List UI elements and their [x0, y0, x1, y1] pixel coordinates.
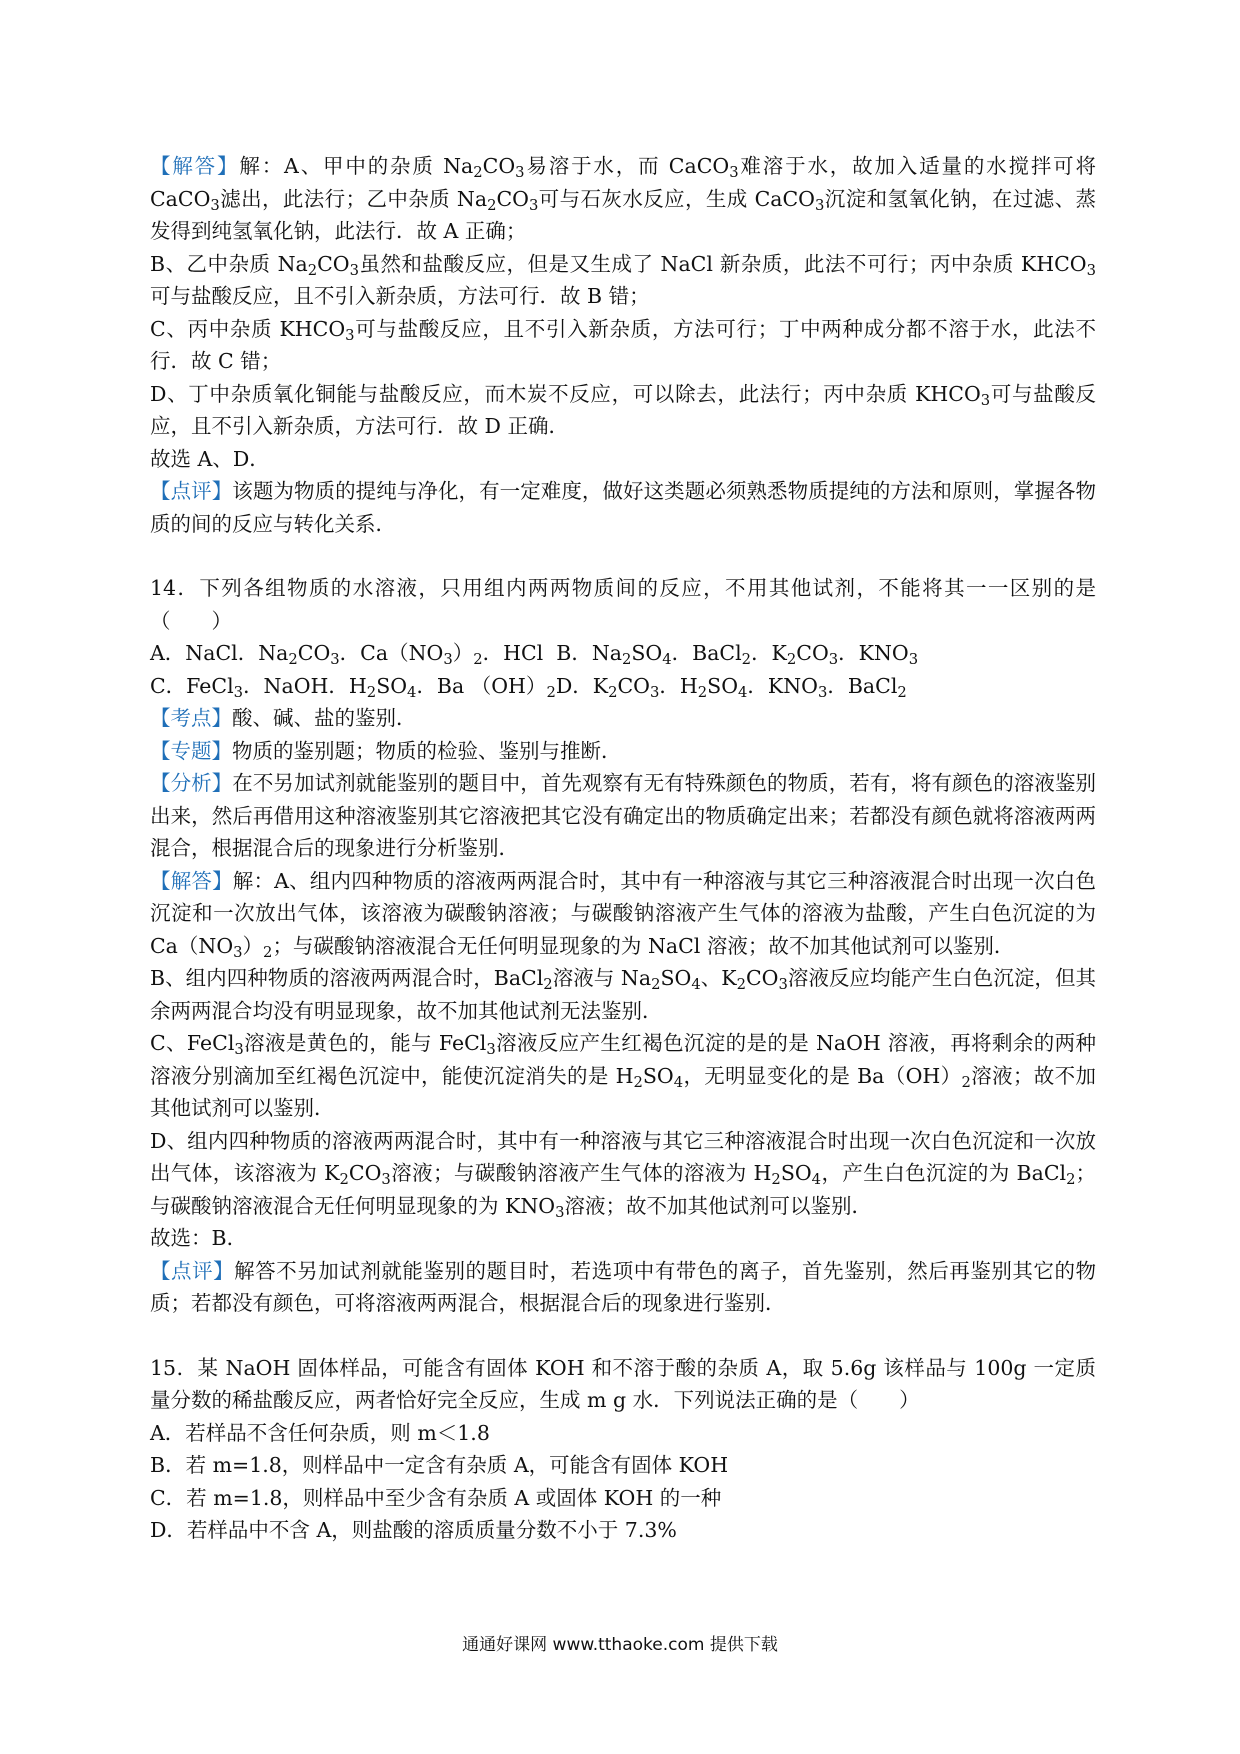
sub: 3 — [908, 651, 919, 669]
text: SO — [631, 641, 663, 665]
q14-choice: 故选：B． — [150, 1226, 248, 1250]
text: C、FeCl — [150, 1031, 235, 1055]
analysis-tag: 【分析】 — [150, 771, 233, 795]
sub: 2 — [1066, 1171, 1076, 1189]
text: 可与盐酸反应，且不引入新杂质，方法可行；丁中两种成分都不溶于水，此法不行．故 C 错； — [150, 316, 1096, 373]
comment-tag: 【点评】 — [150, 1258, 235, 1283]
text: C、丙中杂质 KHCO — [150, 316, 346, 341]
sub: 2 — [608, 683, 618, 701]
text: 可与盐酸反应，且不引入新杂质，方法可行．故 D 正确． — [150, 381, 1097, 438]
text: 溶液；故不加其他试剂可以鉴别． — [564, 1193, 872, 1218]
text: CO — [746, 966, 779, 990]
q15-option-a: A．若样品不含任何杂质，则 m＜1.8 — [150, 1420, 490, 1445]
sub: 3 — [443, 651, 453, 669]
q14-answer-a — [150, 865, 1096, 963]
text: CO — [617, 673, 650, 698]
q14-point — [150, 702, 1096, 735]
text: D．K — [555, 673, 609, 698]
sub: 2 — [487, 196, 497, 214]
text: 溶液反应产生红褐色沉淀的是的是 NaOH 溶液，再将剩余的两种溶液分别滴加至红褐色沉淀中，能使沉淀消失的是 H — [150, 1031, 1096, 1088]
q14-options-ab — [150, 637, 1096, 670]
sub: 3 — [815, 196, 825, 214]
topic-tag: 【专题】 — [150, 738, 232, 763]
sub: 3 — [729, 164, 739, 182]
text: ．KNO — [838, 641, 909, 665]
text: D、丁中杂质氧化铜能与盐酸反应，而木炭不反应，可以除去，此法行；丙中杂质 KHCO — [150, 381, 981, 406]
text: ．HCl — [482, 641, 544, 665]
sub: 2 — [263, 943, 273, 961]
sub: 3 — [778, 976, 788, 994]
text: 解：A、甲中的杂质 Na — [239, 154, 474, 178]
text: 溶液；与碳酸钠溶液产生气体的溶液为 H — [390, 1161, 772, 1185]
sub: 2 — [651, 976, 661, 994]
sub: 2 — [786, 651, 797, 669]
text: SO — [642, 1063, 674, 1088]
sub: 3 — [233, 943, 243, 961]
sub: 4 — [738, 683, 748, 701]
document-page — [150, 150, 1096, 1547]
sub: 2 — [366, 683, 377, 701]
text: CO — [297, 641, 331, 665]
q14-analysis — [150, 767, 1096, 865]
text: SO — [660, 966, 692, 990]
q13-answer-d — [150, 378, 1096, 443]
sub: 2 — [473, 164, 483, 182]
text: 溶液；故不加其他试剂可以鉴别． — [150, 1063, 1096, 1120]
sub: 2 — [736, 976, 746, 994]
text: ．Ca（NO — [339, 641, 444, 665]
text: 解答不另加试剂就能鉴别的题目时，若选项中有带色的离子，首先鉴别，然后再鉴别其它的物质；若都没有颜色，可将溶液两两混合，根据混合后的现象进行鉴别． — [150, 1258, 1097, 1315]
text: CO — [482, 154, 516, 178]
text: ；与碳酸钠溶液混合无任何明显现象的为 KNO — [150, 1161, 1096, 1218]
text: B、组内四种物质的溶液两两混合时，BaCl — [150, 966, 544, 990]
sub: 3 — [381, 1171, 391, 1189]
text: ．BaCl — [671, 641, 742, 665]
text: SO — [780, 1161, 812, 1185]
q13-comment — [150, 475, 1096, 540]
sub: 2 — [633, 1073, 643, 1091]
q14-comment — [150, 1255, 1096, 1320]
text: ．BaCl — [827, 673, 898, 698]
sub: 2 — [622, 651, 632, 669]
text: ，产生白色沉淀的为 BaCl — [821, 1161, 1067, 1185]
q15-stem: 15．某 NaOH 固体样品，可能含有固体 KOH 和不溶于酸的杂质 A，取 5.6g 该样品与 100g 一定质量分数的稀盐酸反应，两者恰好完全反应，生成 m g 水．下列说法正确的是（ ） — [150, 1355, 1096, 1412]
sub: 3 — [234, 1041, 244, 1059]
text: 解：A、组内四种物质的溶液两两混合时，其中有一种溶液与其它三种溶液混合时出现一次白色沉淀和一次放出气体，该溶液为碳酸钠溶液；与碳酸钠溶液产生气体的溶液为盐酸，产生白色沉淀的为 Ca（NO — [150, 868, 1096, 958]
text: 易溶于水，而 CaCO — [524, 154, 730, 178]
text: 虽然和盐酸反应，但是又生成了 NaCl 新杂质，此法不可行；丙中杂质 KHCO — [359, 251, 1087, 276]
q13-answer-b — [150, 248, 1096, 313]
sub: 3 — [1086, 261, 1096, 279]
sub: 2 — [771, 1171, 781, 1189]
text: CO — [348, 1161, 382, 1185]
page-footer: 通通好课网 www.tthaoke.com 提供下载 — [462, 1635, 778, 1655]
sub: 3 — [528, 196, 539, 214]
sub: 2 — [961, 1073, 971, 1091]
sub: 2 — [288, 651, 298, 669]
text: 溶液是黄色的，能与 FeCl — [243, 1031, 487, 1055]
q14-stem: 14．下列各组物质的水溶液，只用组内两两物质间的反应，不用其他试剂，不能将其一一区别的是（ ） — [150, 576, 1096, 633]
comment-tag: 【点评】 — [150, 479, 233, 503]
q13-answer-a — [150, 150, 1096, 248]
sub: 4 — [691, 976, 701, 994]
text: CO — [317, 251, 350, 276]
text: B．Na — [556, 641, 622, 665]
text: SO — [707, 673, 739, 698]
text: 该题为物质的提纯与净化，有一定难度，做好这类题必须熟悉物质提纯的方法和原则，掌握各物质的间的反应与转化关系． — [150, 479, 1097, 536]
q14-answer-c — [150, 1027, 1096, 1125]
sub: 3 — [486, 1041, 496, 1059]
text: SO — [376, 673, 408, 698]
sub: 3 — [649, 683, 660, 701]
sub: 3 — [828, 651, 839, 669]
sub: 4 — [811, 1171, 822, 1189]
sub: 3 — [345, 326, 355, 344]
text: ．K — [751, 641, 787, 665]
q14-options-cd — [150, 670, 1096, 703]
sub: 3 — [210, 196, 220, 214]
sub: 3 — [233, 683, 244, 701]
sub: 2 — [741, 651, 752, 669]
text: 可与盐酸反应，且不引入新杂质，方法可行．故 B 错； — [150, 284, 650, 308]
q13-answer-c — [150, 313, 1096, 378]
text: ） — [242, 933, 264, 958]
text: ，无明显变化的是 Ba（OH） — [683, 1063, 962, 1088]
text: 滤出，此法行；乙中杂质 Na — [219, 186, 488, 211]
spacer — [150, 540, 1096, 572]
sub: 3 — [515, 164, 525, 182]
q15-option-c: C．若 m=1.8，则样品中至少含有杂质 A 或固体 KOH 的一种 — [150, 1485, 722, 1510]
sub: 2 — [697, 683, 708, 701]
text: D、组内四种物质的溶液两两混合时，其中有一种溶液与其它三种溶液混合时出现一次白色沉淀和一次放出气体，该溶液为 K — [150, 1128, 1096, 1185]
text: 在不另加试剂就能鉴别的题目中，首先观察有无有特殊颜色的物质，若有，将有颜色的溶液鉴别出来，然后再借用这种溶液鉴别其它溶液把其它没有确定出的物质确定出来；若都没有颜色就将溶液两两混合，根据混合后的现象进行分析鉴别． — [150, 771, 1097, 860]
sub: 4 — [662, 651, 672, 669]
text: CO — [796, 641, 829, 665]
q14-answer-b — [150, 962, 1096, 1027]
sub: 4 — [673, 1073, 684, 1091]
sub: 2 — [546, 683, 556, 701]
q14-topic — [150, 735, 1096, 768]
sub: 3 — [817, 683, 828, 701]
text: 酸、碱、盐的鉴别． — [232, 706, 417, 730]
q15-option-d: D．若样品中不含 A，则盐酸的溶质质量分数不小于 7.3% — [150, 1518, 677, 1542]
sub: 2 — [339, 1171, 349, 1189]
sub: 4 — [407, 683, 417, 701]
text: ；与碳酸钠溶液混合无任何明显现象的为 NaCl 溶液；故不加其他试剂可以鉴别． — [272, 933, 1015, 958]
text: ．NaOH．H — [243, 673, 367, 698]
sub: 2 — [543, 976, 553, 994]
sub: 2 — [473, 651, 483, 669]
q15-option-b: B．若 m=1.8，则样品中一定含有杂质 A，可能含有固体 KOH — [150, 1453, 729, 1477]
text: ．Ba （OH） — [416, 673, 547, 698]
spacer — [150, 1320, 1096, 1352]
text: 可与石灰水反应，生成 CaCO — [538, 186, 815, 211]
text: 难溶于水，故加入适量的水搅拌可将 CaCO — [150, 154, 1097, 211]
text: CO — [496, 186, 529, 211]
text: 、K — [700, 966, 737, 990]
text: ） — [452, 641, 474, 665]
text: ．H — [659, 673, 698, 698]
text: 沉淀和氢氧化钠，在过滤、蒸发得到纯氢氧化钠，此法行．故 A 正确； — [150, 186, 1096, 243]
q14-answer-d — [150, 1125, 1096, 1223]
text: 物质的鉴别题；物质的检验、鉴别与推断． — [232, 738, 622, 763]
point-tag: 【考点】 — [150, 706, 232, 730]
text: C．FeCl — [150, 673, 234, 698]
sub: 3 — [980, 391, 991, 409]
sub: 3 — [555, 1203, 565, 1221]
text: ．KNO — [747, 673, 818, 698]
text: 溶液反应均能产生白色沉淀，但其余两两混合均没有明显现象，故不加其他试剂无法鉴别． — [150, 966, 1096, 1023]
text: B、乙中杂质 Na — [150, 251, 308, 276]
sub: 3 — [330, 651, 340, 669]
text: A．NaCl．Na — [150, 641, 289, 665]
sub: 2 — [897, 683, 907, 701]
sub: 2 — [307, 261, 318, 279]
text: 溶液与 Na — [552, 966, 652, 990]
answer-tag: 【解答】 — [150, 868, 233, 893]
answer-tag: 【解答】 — [150, 154, 240, 178]
q13-choice: 故选 A、D． — [150, 446, 270, 471]
sub: 3 — [349, 261, 360, 279]
